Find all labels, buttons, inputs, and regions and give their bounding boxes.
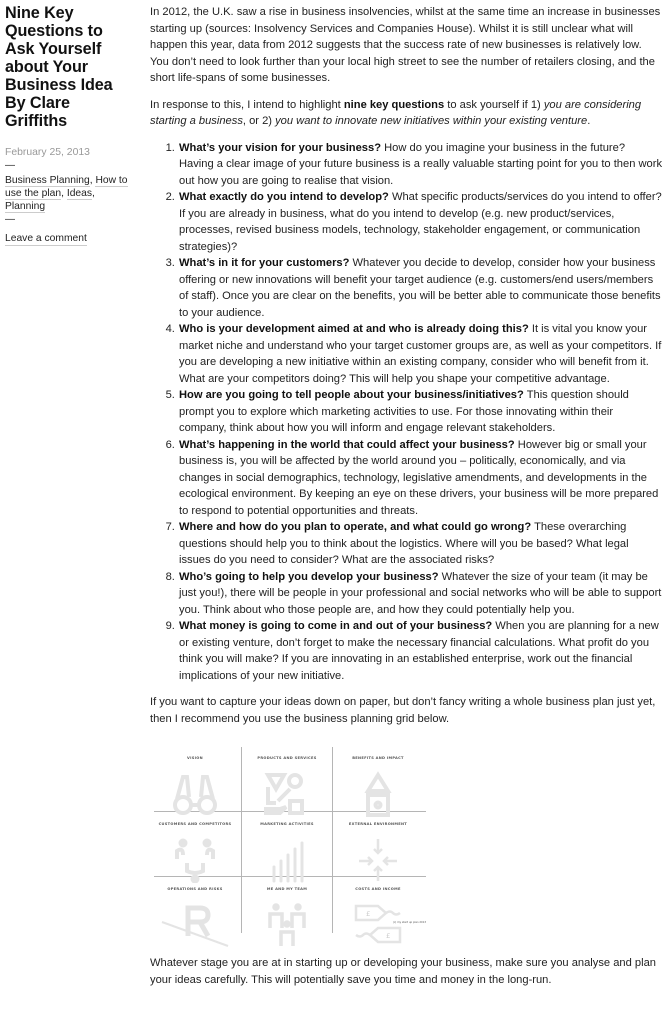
question-item: 9. What money is going to come in and out of your business? When you are planning for a new or existing venture, don’t forget to make the necessary financial calculations. What profit do you think you will make? If you are innovating in an established enterprise, work out the financial implications of your new initiative. [178,618,662,684]
intro-paragraph: In 2012, the U.K. saw a rise in business insolvencies, whilst at the same time an increase in businesses starting up (sources: Insolvency Services and Companies House). Whilst it is still unclear what will happen this year, data from 2012 suggests that the success rate of new businesses is relatively low. You don’t need to look further than your local high street to see the number of retailers closing, and the short life-spans of some businesses. [150,6,661,84]
copyright-note: (c) my start up plan 2013 [392,920,426,924]
grid-cell-operations-and-risks: OPERATIONS AND RISKS [150,878,240,942]
grid-intro-paragraph: If you want to capture your ideas down on paper, but don’t fancy writing a whole business plan just yet, then I recommend you use the business planning grid below. [150,696,656,725]
question-item: 4. Who is your development aimed at and who is already doing this? It is vital you know your market niche and understand who your target customer groups are, as well as your competitors. If you are developing a new initiative within an existing company, consider who will benefit from it. What are your competitors doing? This will help you shape your competitive advantage. [178,321,662,387]
grid-cell-marketing-activities: MARKETING ACTIVITIES [242,813,332,877]
binoculars-icon [170,771,220,817]
question-item: 1. What’s your vision for your business? How do you imagine your business in the future? Having a clear image of your future business is a really valuable starting point for you to then work out how you are going to realise that vision. [178,140,662,190]
people-icon [170,837,220,883]
question-item: 5. How are you going to tell people about your business/initiatives? This question should prompt you to explore which marketing activities to use. For those innovating within their company, think about how you will inform and engage relevant stakeholders. [178,387,662,437]
grid-cell-customers-and-competitors: CUSTOMERS AND COMPETITORS [150,813,240,877]
closing-paragraph: Whatever stage you are at in starting up or developing your business, make sure you analyse and plan your ideas carefully. This will potentially save you time and money in the long-run. [150,957,656,986]
question-item: 7. Where and how do you plan to operate, and what could go wrong? These overarching questions should help you to think about the logistics. Where will you be based? What legal issues do you need to consider? What are the associated risks? [178,519,662,569]
article-body [150,4,662,998]
separator: — [5,214,15,225]
category-link-how-to-use-the-plan[interactable]: How to use the plan [5,175,128,199]
grid-cell-vision: VISION [150,747,240,811]
grid-cell-benefits-and-impact: BENEFITS AND IMPACT [333,747,423,811]
response-paragraph: In response to this, I intend to highlight nine key questions to ask yourself if 1) you are considering starting a business, or 2) you want to innovate new initiatives within your existing venture. [150,98,642,127]
question-item: 8. Who’s going to help you develop your business? Whatever the size of your team (it may be just you!), there will be people in your professional and social networks who will be able to support you. Think about who those people are, and how they could potentially help you. [178,569,662,619]
svg-text:£: £ [386,931,391,940]
grid-cell-products-and-services: PRODUCTS AND SERVICES [242,747,332,811]
post-sidebar [5,4,133,246]
grid-cell-costs-and-income: COSTS AND INCOME £ £ [333,878,423,942]
triangle-box-icon [353,771,403,817]
team-icon [262,902,312,948]
question-item: 3. What’s in it for your customers? Whatever you decide to develop, consider how your business offering or new innovations will benefit your target audience (e.g. customers/end users/members of staff). Once you are clear on the benefits, you will be better able to communicate those benefits to your audience. [178,255,662,321]
svg-text:£: £ [366,909,371,918]
leave-comment-link[interactable]: Leave a comment [5,233,87,244]
category-link-ideas[interactable]: Ideas [66,188,93,199]
post-title: Nine Key Questions to Ask Yourself about Your Business Idea By Clare Griffiths [5,4,113,130]
converging-arrows-icon [353,837,403,883]
question-item: 2. What exactly do you intend to develop? What specific products/services do you intend to offer? If you are already in business, what do you intend to develop (e.g. new product/services, processes, revised business models, technology, stakeholder engagement, or communication strategies)? [178,189,662,255]
questions-list [150,140,662,685]
r-slope-icon [160,902,230,948]
category-links: Business Planning, How to use the plan, Ideas, Planning [5,175,128,212]
question-item: 6. What’s happening in the world that could affect your business? However big or small your business is, you will be affected by the world around you – politically, economically, and via changes in social demographics, technology, legislative amendments, and developments in the ecological environment. By keeping an eye on these drivers, your business will be more prepared to respond to potential opportunities and threats. [178,437,662,520]
post-date: February 25, 2013 [5,147,90,158]
grid-cell-me-and-my-team: ME AND MY TEAM [242,878,332,942]
separator: — [5,160,15,171]
bars-icon [262,837,312,883]
category-link-business-planning[interactable]: Business Planning [5,175,90,186]
category-link-planning[interactable]: Planning [5,201,46,212]
shapes-icon [262,771,312,817]
business-planning-grid-image[interactable] [150,743,430,940]
grid-cell-external-environment: EXTERNAL ENVIRONMENT [333,813,423,877]
